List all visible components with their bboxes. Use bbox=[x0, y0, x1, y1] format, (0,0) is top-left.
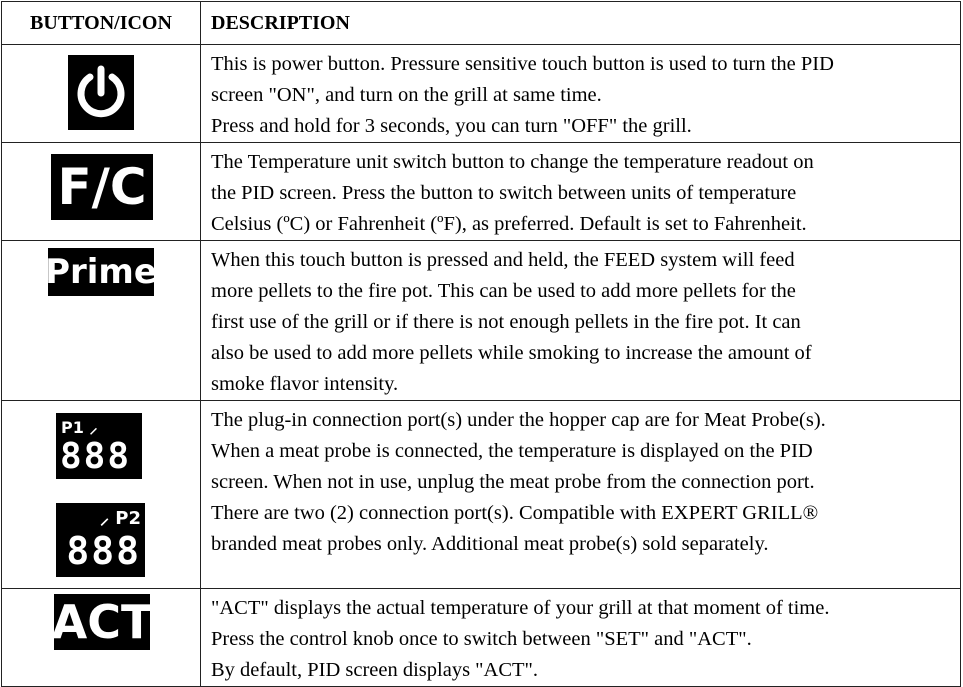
icon-cell bbox=[2, 241, 201, 401]
table-row bbox=[2, 241, 961, 401]
prime-icon: Prime bbox=[48, 248, 154, 296]
probe2-display-icon bbox=[56, 503, 145, 577]
description-line: The plug-in connection port(s) under the hopper cap are for Meat Probe(s). bbox=[211, 409, 826, 431]
description-line: more pellets to the fire pot. This can be used to add more pellets for the bbox=[211, 280, 796, 302]
description-line: Press the control knob once to switch between "SET" and "ACT". bbox=[211, 628, 752, 650]
description-cell bbox=[201, 45, 961, 143]
description-line: "ACT" displays the actual temperature of your grill at that moment of time. bbox=[211, 597, 830, 619]
table-row bbox=[2, 143, 961, 241]
power-icon bbox=[68, 55, 134, 130]
p2-label: P2 bbox=[115, 508, 141, 529]
description-line: branded meat probes only. Additional meat probe(s) sold separately. bbox=[211, 533, 769, 555]
description-line: also be used to add more pellets while smoking to increase the amount of bbox=[211, 342, 812, 364]
description-line: This is power button. Pressure sensitive touch button is used to turn the PID bbox=[211, 53, 834, 75]
table-row bbox=[2, 401, 961, 589]
header-button-icon: BUTTON/ICON bbox=[2, 2, 201, 45]
table-header-row bbox=[2, 2, 961, 45]
description-line: screen. When not in use, unplug the meat probe from the connection port. bbox=[211, 471, 815, 493]
description-cell bbox=[201, 241, 961, 401]
description-line: The Temperature unit switch button to change the temperature readout on bbox=[211, 151, 814, 173]
icon-cell bbox=[2, 589, 201, 687]
icon-cell bbox=[2, 401, 201, 589]
description-line: Celsius (ºC) or Fahrenheit (ºF), as preferred. Default is set to Fahrenheit. bbox=[211, 213, 807, 235]
description-line: When a meat probe is connected, the temperature is displayed on the PID bbox=[211, 440, 813, 462]
act-icon: ACT bbox=[51, 595, 153, 649]
digits: 888 bbox=[60, 436, 132, 477]
description-line: smoke flavor intensity. bbox=[211, 373, 399, 395]
table-row bbox=[2, 45, 961, 143]
description-line: By default, PID screen displays "ACT". bbox=[211, 659, 539, 681]
table-row bbox=[2, 589, 961, 687]
probe1-display-icon bbox=[56, 413, 142, 479]
button-icon-table bbox=[1, 1, 961, 687]
description-line: There are two (2) connection port(s). Compatible with EXPERT GRILL® bbox=[211, 502, 819, 524]
p1-label: P1 bbox=[61, 418, 84, 437]
header-description: DESCRIPTION bbox=[201, 2, 961, 45]
icon-cell bbox=[2, 143, 201, 241]
description-line: first use of the grill or if there is not enough pellets in the fire pot. It can bbox=[211, 311, 801, 333]
description-cell bbox=[201, 589, 961, 687]
probe-icon: ⸝ bbox=[100, 508, 109, 529]
description-line: Press and hold for 3 seconds, you can turn "OFF" the grill. bbox=[211, 115, 692, 137]
description-line: screen "ON", and turn on the grill at same time. bbox=[211, 84, 602, 106]
probe-icon: ⸝ bbox=[89, 418, 98, 437]
icon-cell bbox=[2, 45, 201, 143]
description-line: the PID screen. Press the button to switch between units of temperature bbox=[211, 182, 797, 204]
description-cell bbox=[201, 401, 961, 589]
description-line: When this touch button is pressed and held, the FEED system will feed bbox=[211, 249, 795, 271]
digits: 888 bbox=[66, 529, 141, 573]
description-cell bbox=[201, 143, 961, 241]
fc-icon: F/C bbox=[51, 154, 153, 220]
